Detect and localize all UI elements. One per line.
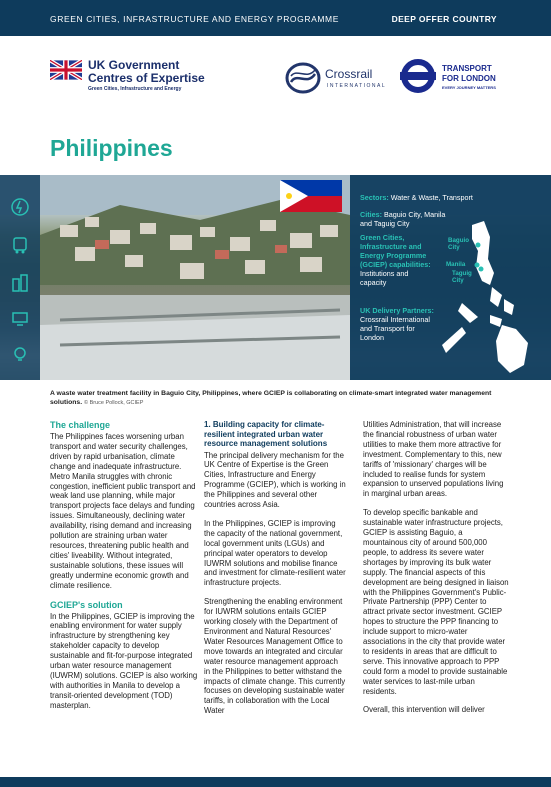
column-3: [363, 420, 509, 724]
capabilities-info: [360, 233, 436, 287]
section-1-heading: 1. Building capacity for climate-resilient integrated urban water resource management solutions: [204, 420, 328, 448]
col3-paragraph-3: Overall, this intervention will deliver: [363, 705, 485, 715]
transport-icon: [10, 235, 30, 255]
energy-icon: [10, 197, 30, 217]
tfl-line1: TRANSPORT: [442, 64, 492, 73]
computer-icon: [10, 309, 30, 329]
tfl-roundel-icon: [400, 58, 436, 94]
union-flag-icon: [50, 60, 82, 80]
challenge-text: The Philippines faces worsening urban transport and water security challenges, driven by rapid urbanisation, climate change and inadequate infrastructure. Metro Manila struggles with chronic congestion, inefficient public transport and weak land use planning, while major transport projects face delays and funding issues. Simultaneously, declining water availability, rising demand and increasing pollution are straining urban water resources, threatening public health and cities' liveability. Without integrated, sustainable solutions, these issues will greatly undermine economic growth and climate resilience.: [50, 432, 196, 590]
partners-info: [360, 306, 436, 342]
capabilities-value: Institutions and capacity: [360, 269, 409, 287]
map-label-manila: Manila: [446, 261, 466, 268]
country-tag: DEEP OFFER COUNTRY: [391, 14, 497, 24]
capabilities-label: Green Cities, Infrastructure and Energy Programme (GCIEP) capabilities:: [360, 233, 431, 269]
crossrail-roundel-icon: [285, 62, 321, 94]
sectors-label: Sectors:: [360, 193, 389, 202]
ukgov-line3: Green Cities, Infrastructure and Energy: [88, 86, 182, 92]
col3-paragraph-1: Utilities Administration, that will increase the financial robustness of urban water utilities to make them more attractive for investment. Complementary to this, new tariffs of 'missionary' charges will be included to realise funds for system expansion to unserved populations living in marginal urban areas.: [363, 420, 504, 499]
sectors-info: [360, 193, 510, 202]
caption-credit: © Bruce Pollock, GCIEP: [84, 400, 144, 406]
tfl-line3: EVERY JOURNEY MATTERS: [442, 85, 496, 90]
map-label-taguig: Taguig City: [452, 270, 472, 284]
info-panel: [350, 175, 551, 380]
col2-paragraph-2: In the Philippines, GCIEP is improving the capacity of the national government, local government units (LGUs) and principal water operators to develop IUWRM solutions and mobilise finance and investment for climate-resilient water infrastructure projects.: [204, 518, 346, 588]
challenge-heading: The challenge: [50, 420, 111, 430]
map-label-baguio: Baguio City: [448, 237, 469, 251]
caption-text: A waste water treatment facility in Baguio City, Philippines, where GCIEP is collaborating on climate-smart integrated water management solutions.: [50, 390, 492, 406]
philippines-flag-icon: [280, 180, 342, 212]
crossrail-sub: INTERNATIONAL: [327, 83, 387, 89]
buildings-icon: [10, 273, 30, 293]
lightbulb-icon: [10, 345, 30, 365]
solution-heading: GCIEP's solution: [50, 599, 123, 610]
column-1: [50, 420, 200, 720]
crossrail-name: Crossrail: [325, 67, 373, 81]
page-title: Philippines: [50, 135, 173, 161]
header-bar: [0, 0, 551, 36]
programme-name: GREEN CITIES, INFRASTRUCTURE AND ENERGY PROGRAMME: [50, 14, 339, 24]
partners-value: Crossrail International and Transport for London: [360, 315, 430, 342]
sectors-value: Water & Waste, Transport: [390, 193, 473, 202]
cities-value: Baguio City, Manila and Taguig City: [360, 210, 446, 228]
solution-text: In the Philippines, GCIEP is improving the enabling environment for water supply infrastructure by strengthening key stakeholder capacity to develop sustainable and fit-for-purpose integrated urban water resource management (IUWRM) solutions. GCIEP is also working with authorities in Manila to develop a transit-oriented development (TOD) masterplan.: [50, 611, 198, 710]
ukgov-line2: Centres of Expertise: [88, 71, 205, 85]
cities-label: Cities:: [360, 210, 382, 219]
logo-row: [0, 50, 551, 110]
col3-paragraph-2: To develop specific bankable and sustainable water infrastructure projects, GCIEP is assisting Baguio, a mountainous city of around 500,000 people, to address its severe water shortages by improving its bulk water supply. The financial aspects of this development are being designed in liaison with the Philippines Government's Public-Private Partnership (PPP) Center to attract private sector investment. GCIEP hopes to structure the PPP financing to include support to micro-water associations in the city that provide water to residents in areas that are difficult to serve. This innovative approach to PPP could form a model to provide sustainable water services to last-mile urban residents.: [363, 508, 509, 696]
tfl-line2: FOR LONDON: [442, 74, 496, 83]
col2-paragraph-1: The principal delivery mechanism for the UK Centre of Expertise is the Green Cities, Infrastructure and Energy Programme (GCIEP), which is working in the Philippines and several other countries across Asia.: [204, 450, 346, 510]
ukgov-line1: UK Government: [88, 58, 180, 72]
col2-paragraph-3: Strengthening the enabling environment for IUWRM solutions entails GCIEP working closely with the Department of Environment and Natural Resources' Water Resources Management Office to move towards an integrated and circular water resource management approach in the Philippines to better withstand the impacts of climate change. This currently focuses on developing sustainable water tariffs, in collaboration with the Local Water: [204, 597, 346, 716]
column-2: [204, 420, 346, 725]
photo-caption: [50, 389, 510, 408]
sector-icon-strip: [0, 175, 40, 380]
hero-banner: [0, 175, 551, 380]
footer-bar: [0, 777, 551, 787]
partners-label: UK Delivery Partners:: [360, 306, 434, 315]
